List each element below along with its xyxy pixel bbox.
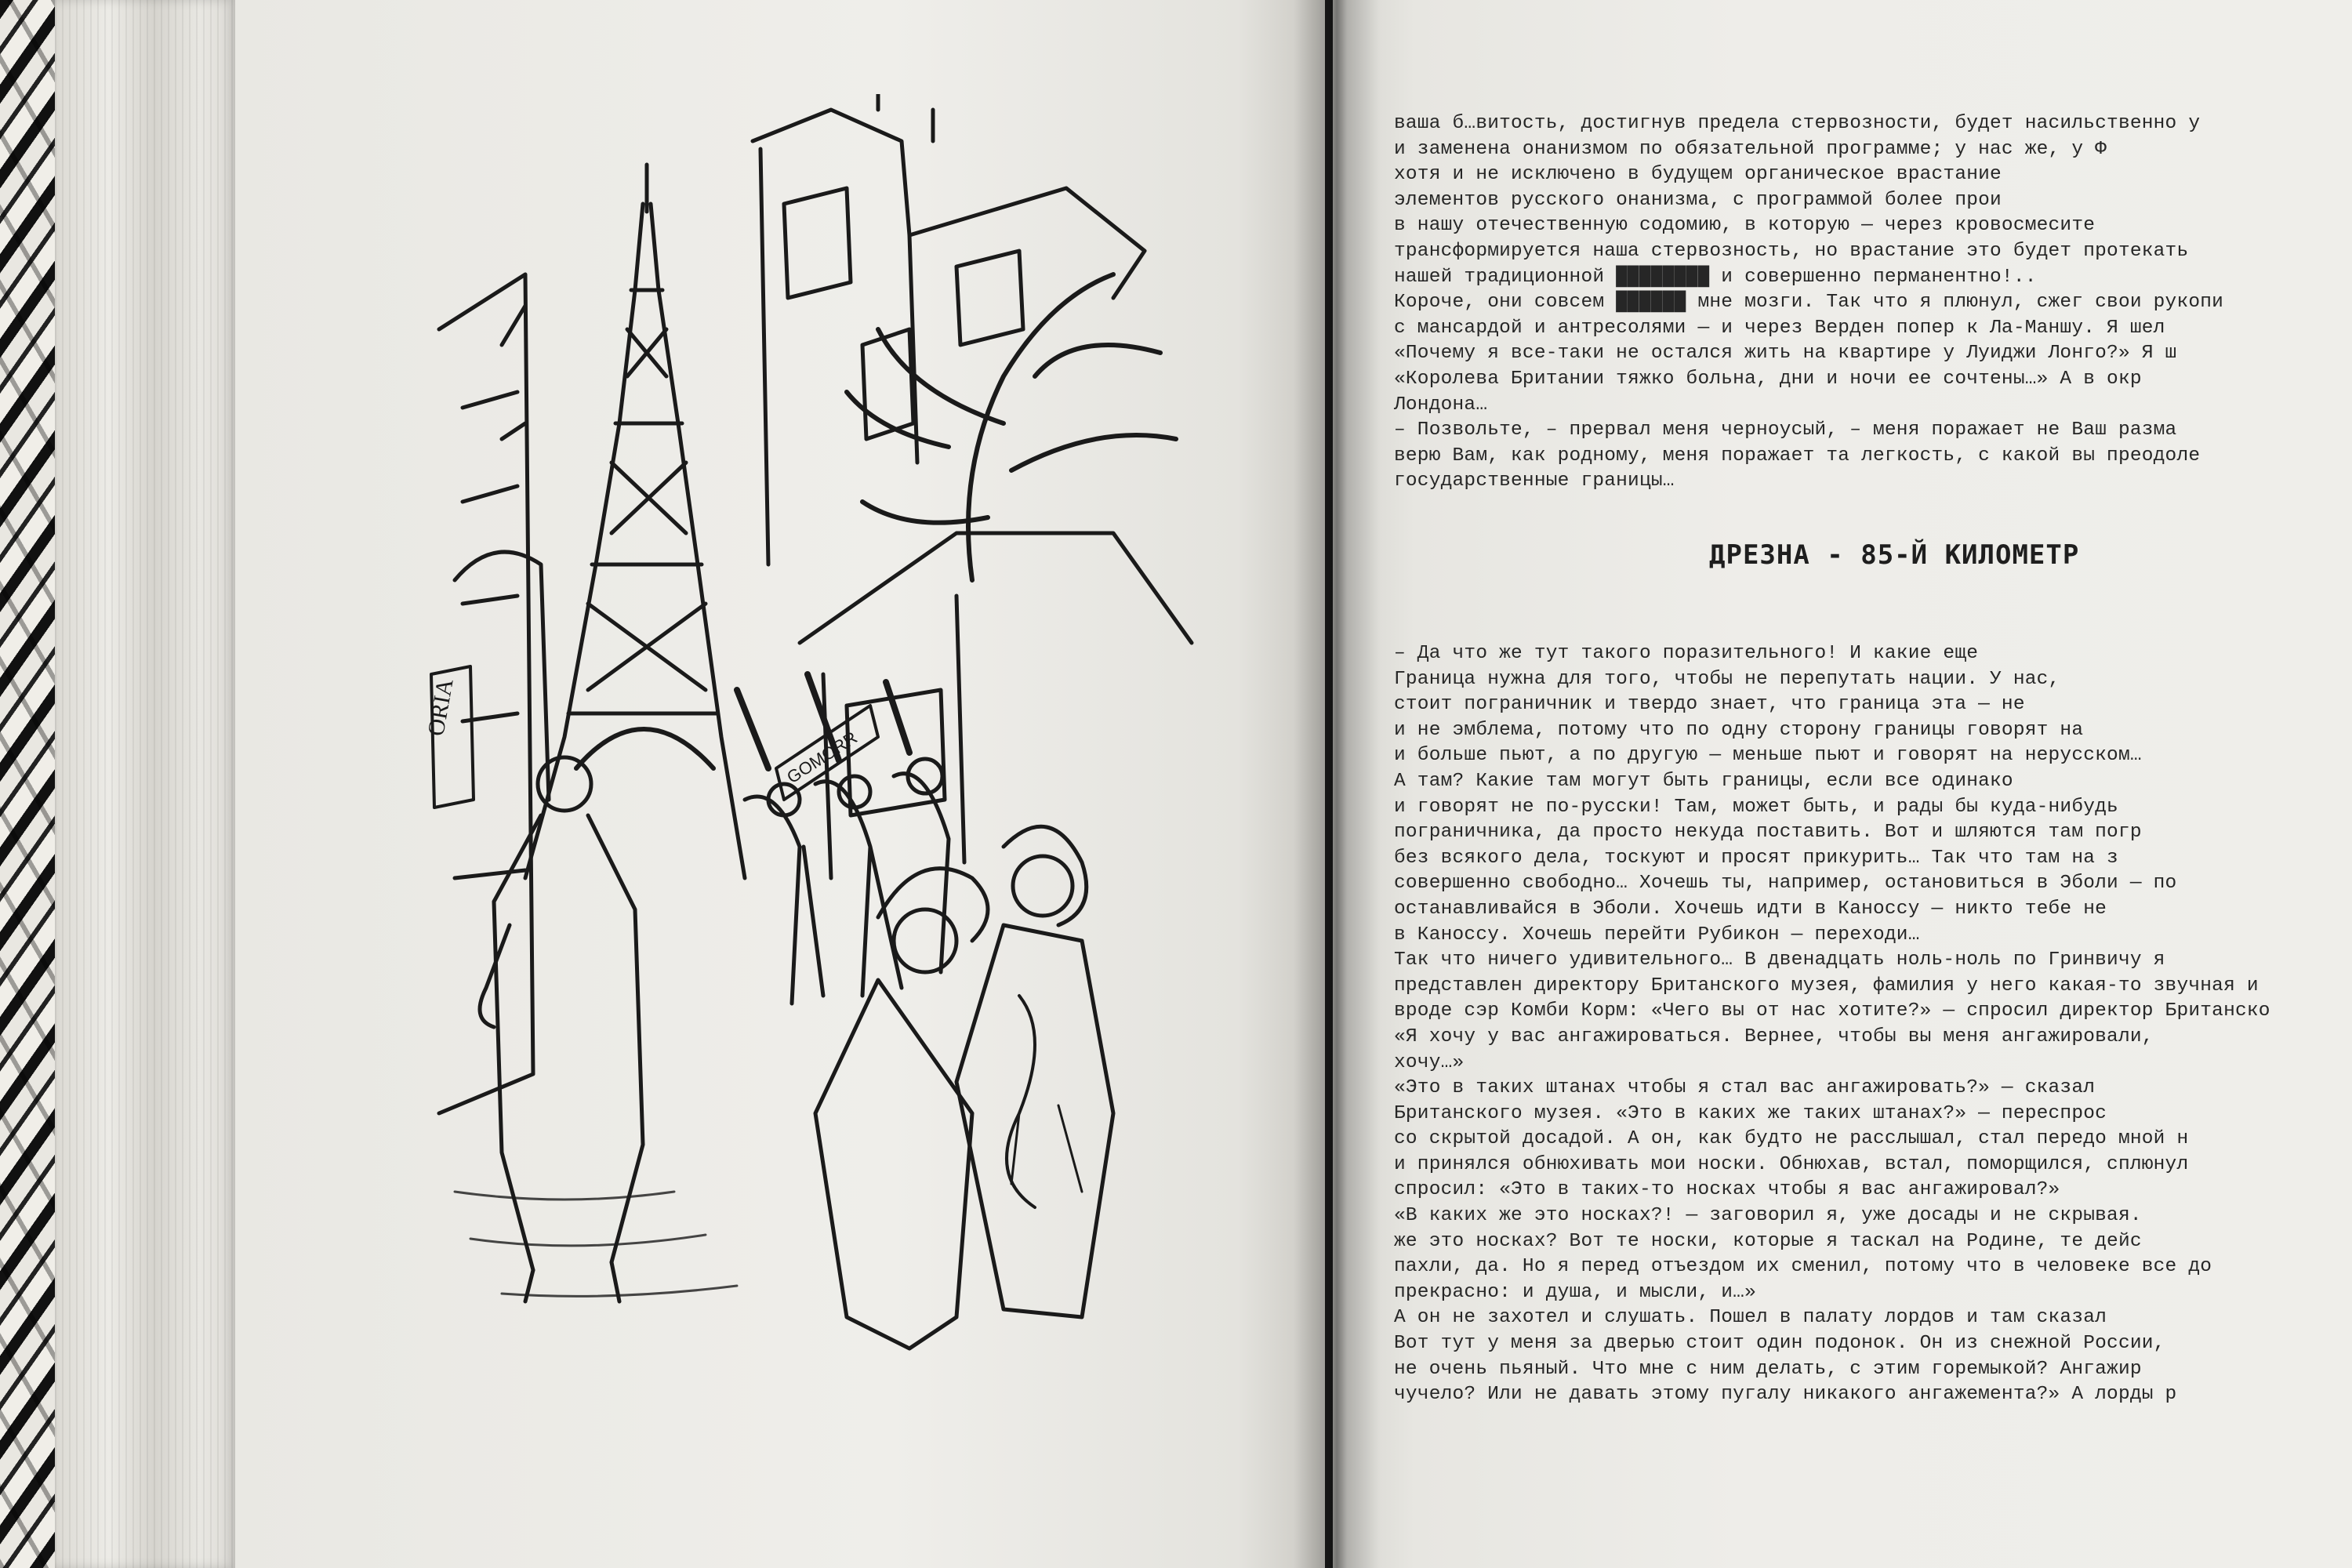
- right-page-top-text: [1394, 111, 2223, 495]
- text-line: Короче, они совсем ██████ мне мозги. Так что я плюнул, сжег свои рукопи: [1394, 292, 2224, 314]
- text-line: пахли, да. Но я перед отъездом их сменил, потому что в человеке все до: [1394, 1256, 2212, 1278]
- street-sign-text: GOMORR: [783, 727, 861, 788]
- text-line: Так что ничего удивительного… В двенадцать ноль-ноль по Гринвичу я: [1394, 949, 2165, 971]
- text-line: вроде сэр Комби Корм: «Чего вы от нас хотите?» — спросил директор Британско: [1394, 1000, 2270, 1022]
- text-line: без всякого дела, тоскуют и просят прикурить… Так что там на з: [1394, 847, 2118, 869]
- text-line: «Почему я все-таки не остался жить на квартире у Луиджи Лонго?» Я ш: [1394, 343, 2177, 365]
- text-line: хочу…»: [1394, 1051, 1465, 1073]
- text-line: со скрытой досадой. А он, как будто не расслышал, стал передо мной н: [1394, 1128, 2189, 1150]
- text-line: «Это в таких штанах чтобы я стал вас ангажировать?» — сказал: [1394, 1077, 2096, 1099]
- text-line: совершенно свободно… Хочешь ты, например, остановиться в Эболи — по: [1394, 873, 2177, 895]
- text-line: и заменена онанизмом по обязательной программе; у нас же, у Ф: [1394, 138, 2107, 160]
- text-line: А он не захотел и слушать. Пошел в палату лордов и там сказал: [1394, 1307, 2107, 1329]
- text-line: элементов русского онанизма, с программой более прои: [1394, 189, 2002, 211]
- text-line: стоит пограничник и твердо знает, что граница эта — не: [1394, 694, 2025, 716]
- text-line: верю Вам, как родному, меня поражает та легкость, с какой вы преодоле: [1394, 445, 2201, 466]
- text-line: в Каноссу. Хочешь перейти Рубикон — переходи…: [1394, 924, 1920, 946]
- text-line: – Да что же тут такого поразительного! И какие еще: [1394, 643, 1979, 664]
- text-line: трансформируется наша стервозность, но врастание это будет протекать: [1394, 240, 2189, 262]
- chapter-heading: ДРЕЗНА - 85-Й КИЛОМЕТР: [1709, 539, 2080, 571]
- paris-street-illustration: [408, 94, 1270, 1388]
- text-line: с мансардой и антресолями — и через Верден попер к Ла-Маншу. Я шел: [1394, 317, 2165, 339]
- text-line: А там? Какие там могут быть границы, если все одинако: [1394, 770, 2013, 792]
- text-line: государственные границы…: [1394, 470, 1675, 492]
- text-line: и не эмблема, потому что по одну сторону границы говорят на: [1394, 719, 2084, 741]
- text-line: «Я хочу у вас ангажироваться. Вернее, чтобы вы меня ангажировали,: [1394, 1025, 2154, 1047]
- couple-drawing: [815, 826, 1113, 1348]
- eiffel-tower-drawing: [525, 165, 745, 878]
- text-line: Британского музея. «Это в каких же таких штанах?» — переспрос: [1394, 1102, 2107, 1124]
- text-line: Лондона…: [1394, 394, 1488, 416]
- text-line: хотя и не исключено в будущем органическое врастание: [1394, 164, 2002, 186]
- text-line: чучело? Или не давать этому пугалу никакого ангажемента?» А лорды р: [1394, 1384, 2177, 1406]
- text-line: спросил: «Это в таких-то носках чтобы я вас ангажировал?»: [1394, 1179, 2060, 1201]
- text-line: представлен директору Британского музея, фамилия у него какая-то звучная и: [1394, 975, 2259, 996]
- text-line: не очень пьяный. Что мне с ним делать, с этим горемыкой? Ангажир: [1394, 1358, 2142, 1380]
- text-line: и принялся обнюхивать мои носки. Обнюхав, встал, поморщился, сплюнул: [1394, 1153, 2189, 1175]
- page-stack-edge: [55, 0, 235, 1568]
- text-line: «Королева Британии тяжко больна, дни и ночи ее сочтены…» А в окр: [1394, 368, 2142, 390]
- book-gutter-shadow: [1294, 0, 1380, 1568]
- text-line: Граница нужна для того, чтобы не перепутать нации. У нас,: [1394, 668, 2060, 690]
- text-line: Вот тут у меня за дверью стоит один подонок. Он из снежной России,: [1394, 1333, 2165, 1355]
- text-line: и больше пьют, а по другую — меньше пьют и говорят на нерусском…: [1394, 745, 2142, 767]
- text-line: – Позвольте, – прервал меня черноусый, – меня поражает не Ваш разма: [1394, 419, 2177, 441]
- right-page-body-text: [1394, 641, 2270, 1408]
- shop-sign-text: ORIA: [423, 677, 459, 739]
- ground-scribbles: [455, 1192, 737, 1296]
- text-line: ваша б…витость, достигнув предела стервозности, будет насильственно у: [1394, 113, 2201, 134]
- text-line: и говорят не по-русски! Там, может быть, и рады бы куда-нибудь: [1394, 796, 2118, 818]
- text-line: же это носках? Вот те носки, которые я таскал на Родине, те дейс: [1394, 1230, 2142, 1252]
- text-line: прекрасно: и душа, и мысли, и…»: [1394, 1281, 1756, 1303]
- text-line: в нашу отечественную содомию, в которую — через кровосмесите: [1394, 215, 2096, 237]
- text-line: «В каких же это носках?! — заговорил я, уже досады и не скрывая.: [1394, 1205, 2142, 1227]
- text-line: нашей традиционной ████████ и совершенно перманентно!..: [1394, 266, 2037, 288]
- text-line: останавливайся в Эболи. Хочешь идти в Каноссу — никто тебе не: [1394, 898, 2107, 920]
- text-line: пограничника, да просто некуда поставить. Вот и шляются там погр: [1394, 822, 2142, 844]
- man-in-coat-drawing: [480, 757, 643, 1301]
